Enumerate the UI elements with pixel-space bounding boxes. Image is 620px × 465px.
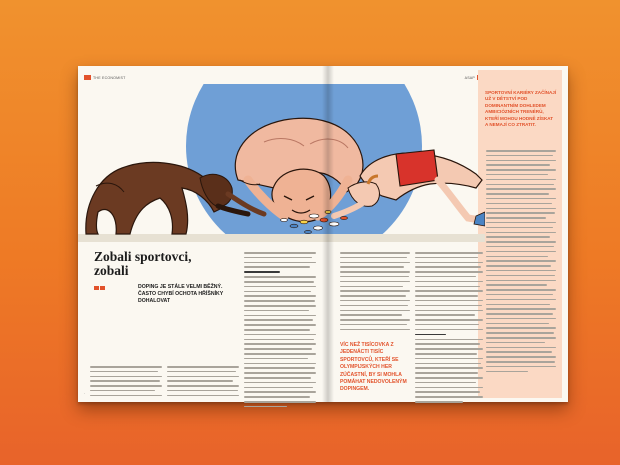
right-section-label: ASAP bbox=[464, 75, 475, 80]
magazine-spread bbox=[78, 66, 568, 402]
article-subhead: DOPING JE STÁLE VELMI BĚŽNÝ. ČASTO CHYBÍ OCHOTA HŘÍŠNÍKY DOHALOVAT bbox=[138, 284, 224, 305]
section-mark-icon bbox=[84, 75, 91, 80]
running-head-left bbox=[84, 75, 126, 80]
athletes-illustration bbox=[78, 84, 485, 242]
sidebar-quote: SPORTOVNÍ KARIÉRY ZAČÍNAJÍ UŽ V DĚTSTVÍ POD DOMINANTNÍM DOHLEDEM AMBICIÓZNÍCH TRENÉRŮ, KTEŘÍ MOHOU HODNĚ ZÍSKAT A NEMAJÍ CO ZTRATIT. bbox=[485, 90, 557, 128]
body-column-3 bbox=[244, 252, 316, 411]
sidebar-body-text bbox=[486, 150, 556, 375]
sidebar-panel bbox=[478, 70, 562, 398]
body-column-1 bbox=[90, 366, 162, 400]
byline-mark-icon bbox=[94, 286, 105, 290]
body-column-5 bbox=[415, 252, 483, 406]
article-headline: Zobali sportovci, zobali bbox=[94, 249, 192, 278]
pull-quote: VÍC NEŽ TISÍCOVKA Z JEDENÁCTI TISÍC SPORTOVCŮ, KTEŘÍ SE OLYMPIJSKÝCH HER ZÚČASTNÍ, BY SI MOHLA POMÁHAT NEDOVOLENÝM DOPINGEM. bbox=[340, 342, 407, 393]
section-label: THE ECONOMIST bbox=[93, 75, 126, 80]
body-column-2 bbox=[167, 366, 239, 400]
page-number-left: · bbox=[84, 392, 86, 396]
body-column-4 bbox=[340, 252, 410, 334]
